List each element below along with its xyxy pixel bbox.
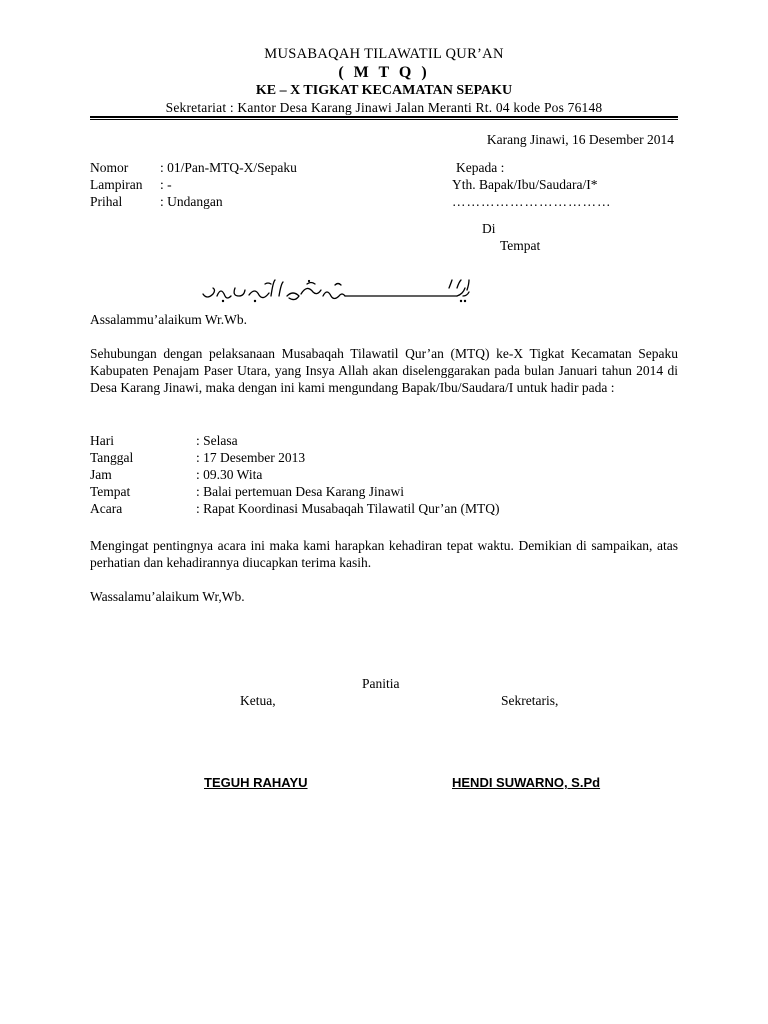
meta-label: Prihal	[90, 194, 123, 209]
letterhead-rule-thick	[90, 116, 678, 118]
letter-meta	[90, 159, 360, 210]
body-paragraph: Sehubungan dengan pelaksanaan Musabaqah Tilawatil Qur’an (MTQ) ke-X Tigkat Kecamatan Sepaku Kabupaten Penajam Paser Utara, yang Insya Allah akan diselenggarakan pada bulan Januari tahun 2014 di Desa Karang Jinawi, maka dengan ini kami mengundang Bapak/Ibu/Saudara/I untuk hadir pada :	[90, 346, 678, 395]
detail-value: : 17 Desember 2013	[196, 450, 306, 465]
recipient-di: Di	[482, 221, 496, 236]
recipient-kepada: Kepada :	[456, 160, 505, 175]
detail-value: : Selasa	[196, 433, 238, 448]
recipient-dots: ……………………………	[452, 194, 612, 209]
detail-label: Tanggal	[90, 450, 134, 465]
letter-date: Karang Jinawi, 16 Desember 2014	[486, 132, 674, 147]
letterhead-subtitle: KE – X TIGKAT KECAMATAN SEPAKU	[255, 83, 513, 98]
letterhead-rule-thin	[90, 119, 678, 120]
chairman-name: TEGUH RAHAYU	[204, 775, 308, 790]
detail-row-acara	[90, 500, 499, 517]
letterhead	[90, 46, 678, 116]
meta-label: Nomor	[90, 160, 129, 175]
detail-label: Acara	[90, 501, 123, 516]
detail-value: : Balai pertemuan Desa Karang Jinawi	[196, 484, 405, 499]
recipient-tempat: Tempat	[500, 238, 541, 253]
greeting-closing: Wassalamu’alaikum Wr,Wb.	[90, 589, 245, 604]
meta-value: : Undangan	[160, 194, 223, 209]
chairman-title: Ketua,	[240, 693, 276, 708]
meta-row-prihal	[90, 193, 360, 210]
detail-label: Jam	[90, 467, 112, 482]
detail-row-jam	[90, 466, 499, 483]
letterhead-abbreviation: ( M T Q )	[338, 64, 430, 81]
committee-label: Panitia	[362, 676, 400, 691]
secretary-title: Sekretaris,	[501, 693, 559, 708]
letterhead-address: Sekretariat : Kantor Desa Karang Jinawi Jalan Meranti Rt. 04 kode Pos 76148	[165, 100, 603, 115]
letterhead-title: MUSABAQAH TILAWATIL QUR’AN	[264, 46, 504, 62]
detail-row-tempat	[90, 483, 499, 500]
detail-label: Tempat	[90, 484, 131, 499]
event-details	[90, 432, 499, 517]
detail-label: Hari	[90, 433, 114, 448]
meta-value: : 01/Pan-MTQ-X/Sepaku	[160, 160, 297, 175]
detail-value: : 09.30 Wita	[196, 467, 263, 482]
recipient-yth: Yth. Bapak/Ibu/Saudara/I*	[452, 177, 598, 192]
meta-value: : -	[160, 177, 172, 192]
greeting-opening: Assalammu’alaikum Wr.Wb.	[90, 312, 248, 327]
closing-paragraph: Mengingat pentingnya acara ini maka kami harapkan kehadiran tepat waktu. Demikian di sampaikan, atas perhatian dan kehadirannya diucapkan terima kasih.	[90, 538, 678, 570]
meta-label: Lampiran	[90, 177, 143, 192]
basmala-icon	[195, 276, 485, 306]
detail-row-tanggal	[90, 449, 499, 466]
detail-value: : Rapat Koordinasi Musabaqah Tilawatil Qur’an (MTQ)	[196, 501, 500, 516]
detail-row-hari	[90, 432, 499, 449]
secretary-name: HENDI SUWARNO, S.Pd	[452, 775, 601, 790]
recipient-block	[452, 159, 612, 210]
meta-row-nomor	[90, 159, 360, 176]
meta-row-lampiran	[90, 176, 360, 193]
